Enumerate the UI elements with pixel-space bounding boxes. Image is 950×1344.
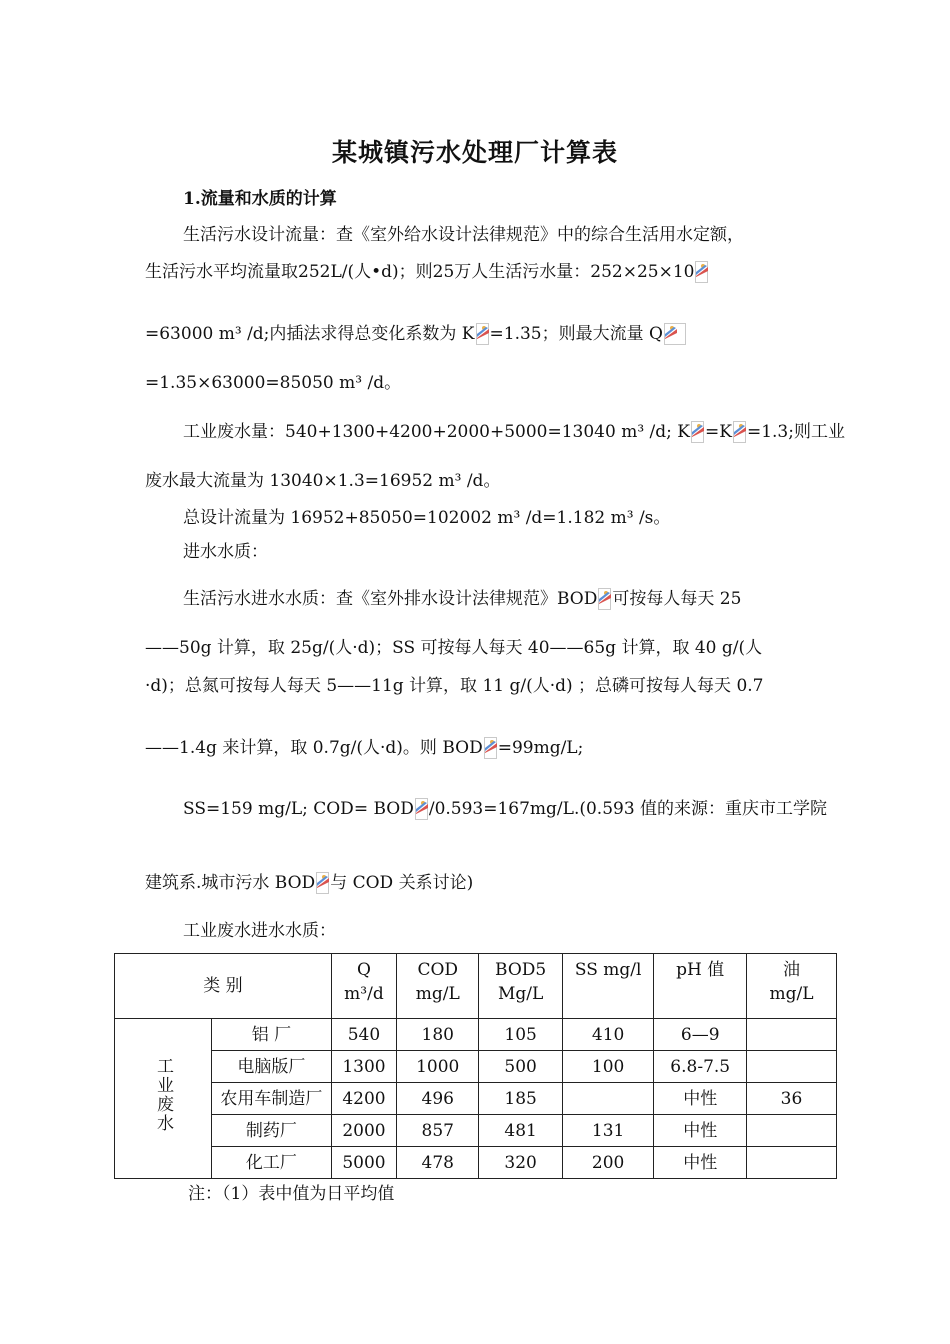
- paragraph-line: 总设计流量为 16952+85050=102002 m³ /d=1.182 m³ /s。: [183, 508, 671, 528]
- header-ss: SS mg/l: [562, 954, 654, 1019]
- text-run: 生活污水平均流量取252L/(人•d)；则25万人生活污水量：252×25×10: [145, 262, 695, 282]
- text-run: =K: [705, 422, 732, 442]
- paragraph-line: [145, 260, 709, 284]
- text-run: SS=159 mg/L; COD= BOD: [183, 799, 414, 819]
- header-q-label: Q: [356, 960, 371, 980]
- cell-cod: 496: [397, 1083, 479, 1115]
- text-run: =63000 m³ /d;内插法求得总变化系数为 K: [145, 324, 475, 344]
- broken-image-icon: [484, 737, 497, 759]
- cell-ph: 6.8-7.5: [654, 1051, 747, 1083]
- cell-ph: 中性: [654, 1115, 747, 1147]
- cell-name: 农用车制造厂: [212, 1083, 332, 1115]
- cell-ss: 131: [562, 1115, 654, 1147]
- table-row: [115, 1019, 837, 1051]
- cell-bod5: 500: [479, 1051, 562, 1083]
- cell-cod: 1000: [397, 1051, 479, 1083]
- header-category: 类 别: [115, 954, 332, 1019]
- table-row: [115, 1051, 837, 1083]
- paragraph-line: 废水最大流量为 13040×1.3=16952 m³ /d。: [145, 471, 501, 491]
- document-title: 某城镇污水处理厂计算表: [331, 138, 618, 167]
- paragraph-line: 进水水质：: [183, 542, 268, 562]
- cell-ph: 中性: [654, 1147, 747, 1179]
- text-run: =1.3;则工业: [746, 422, 845, 442]
- paragraph-line: 工业废水进水水质：: [183, 921, 336, 941]
- cell-oil: [746, 1115, 836, 1147]
- cell-oil: [746, 1051, 836, 1083]
- paragraph-line: 生活污水设计流量：查《室外给水设计法律规范》中的综合生活用水定额，: [183, 225, 744, 245]
- text-run: 建筑系.城市污水 BOD: [145, 873, 316, 893]
- text-run: =99mg/L;: [497, 738, 584, 758]
- cell-ph: 6—9: [654, 1019, 747, 1051]
- broken-image-icon: [691, 421, 704, 443]
- text-run: ——1.4g 来计算，取 0.7g/(人·d)。则 BOD: [145, 738, 483, 758]
- cell-name: 铝 厂: [212, 1019, 332, 1051]
- cell-oil: 36: [746, 1083, 836, 1115]
- cell-name: 制药厂: [212, 1115, 332, 1147]
- cell-q: 4200: [331, 1083, 396, 1115]
- text-run: =1.35；则最大流量 Q: [489, 324, 663, 344]
- cell-ph: 中性: [654, 1083, 747, 1115]
- cell-name: 电脑版厂: [212, 1051, 332, 1083]
- paragraph-line: [145, 322, 687, 346]
- header-oil-unit: mg/L: [769, 984, 814, 1004]
- cell-ss: 100: [562, 1051, 654, 1083]
- broken-image-icon: [664, 323, 686, 345]
- broken-image-icon: [733, 421, 746, 443]
- header-oil-label: 油: [782, 960, 800, 980]
- header-q-unit: m³/d: [344, 984, 384, 1004]
- table-header-row: [115, 954, 837, 1019]
- paragraph-line: ·d)；总氮可按每人每天 5——11g 计算，取 11 g/(人·d) ；总磷可按每人每天 0.7: [145, 676, 764, 696]
- table-row: [115, 1147, 837, 1179]
- cell-ss: 200: [562, 1147, 654, 1179]
- header-q: [331, 954, 396, 1019]
- cell-cod: 478: [397, 1147, 479, 1179]
- text-run: 工业废水量：540+1300+4200+2000+5000=13040 m³ /d; K: [183, 422, 690, 442]
- cell-bod5: 320: [479, 1147, 562, 1179]
- section-heading: 1.流量和水质的计算: [183, 189, 337, 209]
- header-cod: [397, 954, 479, 1019]
- broken-image-icon: [598, 588, 611, 610]
- table-row: [115, 1115, 837, 1147]
- broken-image-icon: [415, 798, 428, 820]
- cell-q: 5000: [331, 1147, 396, 1179]
- cell-q: 2000: [331, 1115, 396, 1147]
- cell-ss: [562, 1083, 654, 1115]
- group-label-text: 工业废水: [153, 1057, 173, 1133]
- paragraph-line: ——50g 计算，取 25g/(人·d)；SS 可按每人每天 40——65g 计算，取 40 g/(人: [145, 638, 763, 658]
- header-bod5-unit: Mg/L: [497, 984, 544, 1004]
- paragraph-line: [145, 871, 473, 895]
- cell-bod5: 481: [479, 1115, 562, 1147]
- paragraph-line: [145, 736, 583, 760]
- paragraph-line: [183, 420, 845, 444]
- table-note: 注：（1）表中值为日平均值: [188, 1184, 395, 1204]
- cell-cod: 180: [397, 1019, 479, 1051]
- group-label: [115, 1019, 212, 1179]
- header-bod5-label: BOD5: [495, 960, 547, 980]
- cell-oil: [746, 1147, 836, 1179]
- paragraph-line: =1.35×63000=85050 m³ /d。: [145, 373, 402, 393]
- header-bod5: [479, 954, 562, 1019]
- broken-image-icon: [316, 872, 329, 894]
- header-ph: pH 值: [654, 954, 747, 1019]
- table-row: [115, 1083, 837, 1115]
- cell-bod5: 105: [479, 1019, 562, 1051]
- text-run: /0.593=167mg/L.(0.593 值的来源：重庆市工学院: [428, 799, 828, 819]
- cell-cod: 857: [397, 1115, 479, 1147]
- broken-image-icon: [695, 261, 708, 283]
- broken-image-icon: [476, 323, 489, 345]
- cell-bod5: 185: [479, 1083, 562, 1115]
- cell-name: 化工厂: [212, 1147, 332, 1179]
- header-cod-label: COD: [417, 960, 459, 980]
- cell-q: 540: [331, 1019, 396, 1051]
- industrial-wastewater-table: [114, 953, 837, 1179]
- text-run: 与 COD 关系讨论): [330, 873, 474, 893]
- cell-oil: [746, 1019, 836, 1051]
- cell-q: 1300: [331, 1051, 396, 1083]
- paragraph-line: [183, 587, 741, 611]
- cell-ss: 410: [562, 1019, 654, 1051]
- text-run: 可按每人每天 25: [612, 589, 742, 609]
- paragraph-line: [183, 797, 827, 821]
- header-cod-unit: mg/L: [415, 984, 460, 1004]
- header-oil: [746, 954, 836, 1019]
- text-run: 生活污水进水水质：查《室外排水设计法律规范》BOD: [183, 589, 598, 609]
